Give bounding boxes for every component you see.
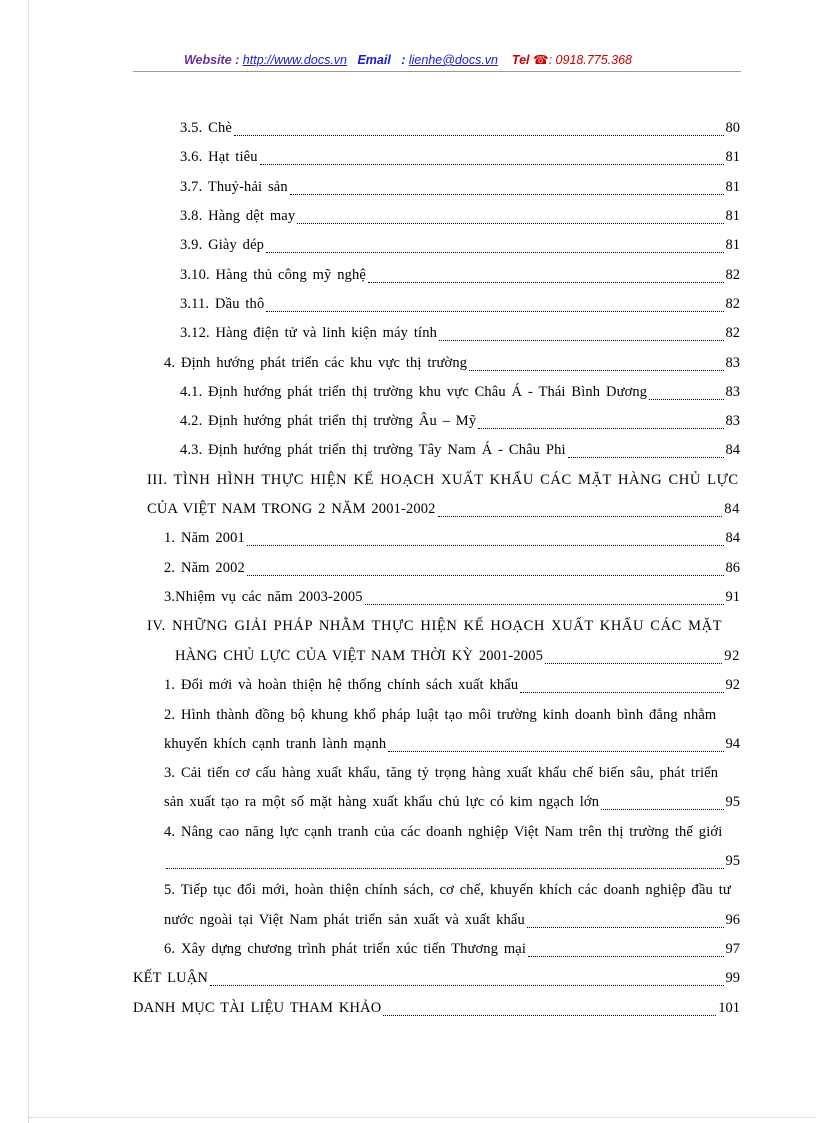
toc-entry-page: 82: [725, 325, 740, 341]
toc-entry-title: CỦA VIỆT NAM TRONG 2 NĂM 2001-2002: [147, 501, 436, 517]
toc-entry[interactable]: [147, 500, 740, 518]
dot-leader: [649, 383, 723, 400]
toc-entry-page: 95: [725, 853, 740, 869]
dot-leader: [478, 412, 723, 429]
dot-leader: [290, 178, 724, 195]
toc-entry-page: 101: [718, 1000, 740, 1016]
dot-leader: [527, 911, 724, 928]
toc-entry-title: 3.12. Hàng điện tử và linh kiện máy tính: [180, 325, 437, 341]
toc-entry-title: 3.7. Thuỷ-hải sản: [180, 179, 288, 195]
toc-entry-page: 94: [725, 736, 740, 752]
toc-entry[interactable]: [180, 383, 740, 401]
dot-leader: [383, 999, 716, 1016]
toc-entry-title: 3.9. Giày dép: [180, 237, 265, 253]
website-label: Website :: [183, 53, 240, 67]
toc-entry[interactable]: [164, 911, 740, 929]
toc-entry[interactable]: [180, 295, 740, 313]
toc-entry-line: 2. Hình thành đồng bộ khung khổ pháp luật tạo môi trường kinh doanh bình đẳng nhằm: [164, 707, 717, 723]
toc-entry-line: 3. Cải tiến cơ cấu hàng xuất khẩu, tăng tỷ trọng hàng xuất khẩu chế biến sâu, phát triển: [164, 765, 719, 781]
toc-entry-title: 4.1. Định hướng phát triển thị trường khu vực Châu Á - Thái Bình Dương: [180, 384, 648, 400]
toc-entry-title: KẾT LUẬN: [133, 970, 209, 986]
toc-entry-page: 82: [725, 296, 740, 312]
dot-leader: [234, 119, 724, 136]
toc-entry-title: 4. Định hướng phát triển các khu vực thị trường: [164, 355, 468, 371]
dot-leader: [266, 236, 723, 253]
toc-entry[interactable]: [164, 588, 740, 606]
toc-entry-title: 4.3. Định hướng phát triển thị trường Tây Nam Á - Châu Phi: [180, 442, 566, 458]
toc-entry-title: khuyến khích cạnh tranh lành mạnh: [164, 736, 387, 752]
dot-leader: [469, 354, 723, 371]
toc-entry[interactable]: [180, 412, 740, 430]
toc-entry-title: 3.11. Dầu thô: [180, 296, 265, 312]
toc-entry[interactable]: [180, 441, 740, 459]
toc-entry-page: 81: [725, 237, 740, 253]
toc-entry-title: 6. Xây dựng chương trình phát triển xúc tiến Thương mại: [164, 941, 527, 957]
toc-entry-page: 83: [725, 413, 740, 429]
email-separator: :: [401, 53, 406, 67]
toc-entry-page: 97: [725, 941, 740, 957]
toc-entry[interactable]: [164, 940, 740, 958]
toc-entry[interactable]: [164, 559, 740, 577]
toc-entry-title: HÀNG CHỦ LỰC CỦA VIỆT NAM THỜI KỲ 2001-2005: [175, 648, 544, 664]
toc-entry[interactable]: [133, 999, 740, 1017]
dot-leader: [438, 500, 723, 517]
toc-entry-title: sản xuất tạo ra một số mặt hàng xuất khẩu chủ lực có kim ngạch lớn: [164, 794, 600, 810]
toc-entry[interactable]: [180, 236, 740, 254]
dot-leader: [166, 852, 724, 869]
toc-entry-page: 96: [725, 912, 740, 928]
toc-entry-title: DANH MỤC TÀI LIỆU THAM KHẢO: [133, 1000, 382, 1016]
toc-entry-title: 1. Đổi mới và hoàn thiện hệ thống chính sách xuất khẩu: [164, 677, 519, 693]
dot-leader: [520, 676, 723, 693]
toc-entry[interactable]: [164, 354, 740, 372]
dot-leader: [297, 207, 723, 224]
toc-entry-page: 92: [725, 677, 740, 693]
toc-entry[interactable]: [164, 852, 740, 870]
toc-entry[interactable]: [180, 266, 740, 284]
toc-entry-title: 3.8. Hàng dệt may: [180, 208, 296, 224]
toc-entry-page: 82: [725, 267, 740, 283]
toc-entry-page: 99: [725, 970, 740, 986]
toc-entry-page: 80: [725, 120, 740, 136]
toc-heading-line: IV. NHỮNG GIẢI PHÁP NHẰM THỰC HIỆN KẾ HOẠCH XUẤT KHẨU CÁC MẶT: [147, 618, 723, 634]
toc-entry-page: 92: [724, 648, 740, 664]
toc-entry-page: 83: [725, 355, 740, 371]
toc-heading-line: III. TÌNH HÌNH THỰC HIỆN KẾ HOẠCH XUẤT KHẨU CÁC MẶT HÀNG CHỦ LỰC: [147, 472, 739, 488]
toc-entry[interactable]: [180, 119, 740, 137]
email-label: Email: [357, 53, 391, 67]
toc-entry-title: 2. Năm 2002: [164, 560, 245, 576]
dot-leader: [439, 324, 724, 341]
toc-entry[interactable]: [164, 735, 740, 753]
toc-entry-page: 83: [725, 384, 740, 400]
toc-entry-page: 86: [725, 560, 740, 576]
phone-number: : 0918.775.368: [548, 53, 633, 67]
toc-entry-page: 84: [725, 530, 740, 546]
dot-leader: [368, 266, 723, 283]
toc-entry[interactable]: [164, 676, 740, 694]
toc-entry-title: 3.10. Hàng thủ công mỹ nghệ: [180, 267, 367, 283]
toc-entry-title: 1. Năm 2001: [164, 530, 245, 546]
toc-entry[interactable]: [180, 324, 740, 342]
dot-leader: [266, 295, 723, 312]
dot-leader: [365, 588, 724, 605]
dot-leader: [601, 793, 723, 810]
dot-leader: [545, 647, 722, 664]
toc-entry-page: 81: [725, 149, 740, 165]
toc-entry-line: 5. Tiếp tục đổi mới, hoàn thiện chính sách, cơ chế, khuyến khích các doanh nghiệp đầu tư: [164, 882, 731, 898]
toc-entry-title: nước ngoài tại Việt Nam phát triển sản xuất và xuất khẩu: [164, 912, 525, 928]
toc-entry-page: 81: [725, 208, 740, 224]
toc-entry-line: 4. Nâng cao năng lực cạnh tranh của các doanh nghiệp Việt Nam trên thị trường thế giới: [164, 824, 723, 840]
toc-entry[interactable]: [164, 793, 740, 811]
toc-entry[interactable]: [180, 178, 740, 196]
toc-entry[interactable]: [164, 529, 740, 547]
tel-label: Tel: [511, 53, 530, 67]
dot-leader: [568, 441, 724, 458]
toc-entry-page: 84: [724, 501, 740, 517]
toc-entry-title: 4.2. Định hướng phát triển thị trường Âu – Mỹ: [180, 413, 477, 429]
toc-entry[interactable]: [180, 148, 740, 166]
toc-entry-title: 3.6. Hạt tiêu: [180, 149, 258, 165]
toc-entry-page: 81: [725, 179, 740, 195]
toc-entry-title: 3.5. Chè: [180, 120, 232, 136]
toc-entry-page: 91: [725, 589, 740, 605]
email-link[interactable]: lienhe@docs.vn: [408, 53, 499, 67]
dot-leader: [528, 940, 723, 957]
dot-leader: [388, 735, 723, 752]
dot-leader: [247, 559, 724, 576]
dot-leader: [247, 529, 724, 546]
dot-leader: [210, 969, 723, 986]
toc-entry-title: 3.Nhiệm vụ các năm 2003-2005: [164, 589, 363, 605]
toc-entry[interactable]: [133, 969, 740, 987]
dot-leader: [260, 148, 724, 165]
phone-icon: ☎: [533, 53, 549, 67]
toc-entry[interactable]: [175, 647, 740, 665]
toc-entry-page: 95: [725, 794, 740, 810]
toc-entry-page: 84: [725, 442, 740, 458]
toc-entry[interactable]: [180, 207, 740, 225]
website-link[interactable]: http://www.docs.vn: [242, 53, 348, 67]
